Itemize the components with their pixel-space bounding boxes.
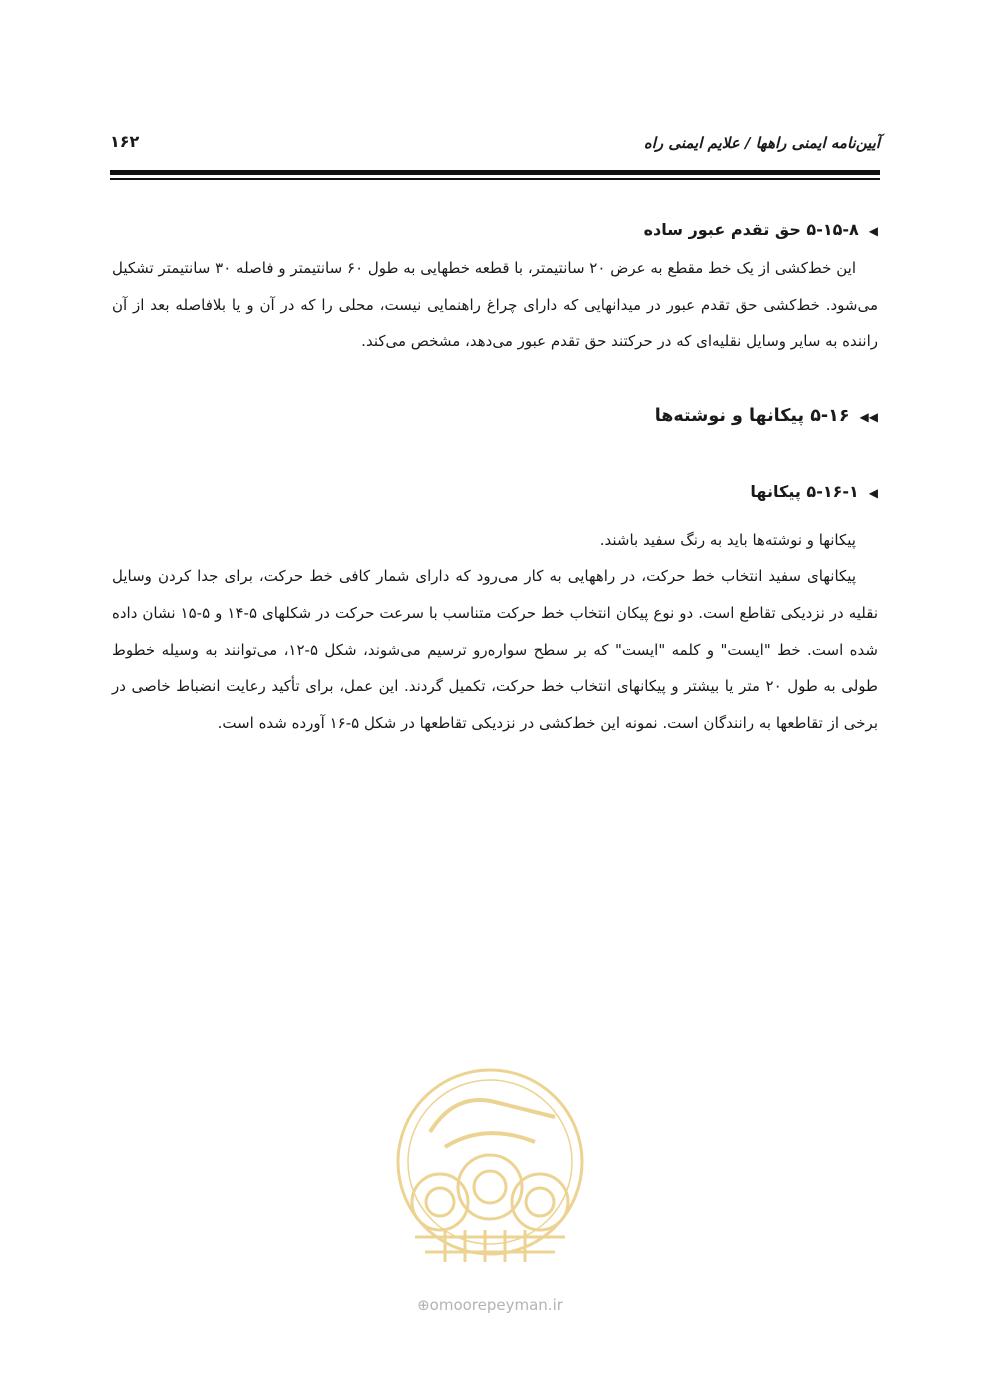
- section-paragraph: پیکانهای سفید انتخاب خط حرکت، در راههایی به کار می‌رود که دارای شمار کافی خط حرکت، برای جدا کردن وسایل نقلیه در نزدیکی تقاطع است. دو نوع پیکان انتخاب خط حرکت متناسب با سرعت حرکت در شکلهای ۵-۱۴ و ۵-۱۵ نشان داده شده است. خط "ایست" و کلمه "ایست" که بر سطح سواره‌رو ترسیم می‌شوند، شکل ۵-۱۲، می‌توانند به وسیله خطوط طولی به طول ۲۰ متر یا بیشتر و پیکانهای انتخاب خط حرکت، تکمیل گردند. این عمل، برای تأکید رعایت انضباط خاصی در برخی از تقاطعها به رانندگان است. نمونه این خط‌کشی در نزدیکی تقاطعها در شکل ۵-۱۶ آورده شده است.: [112, 567, 878, 732]
- section-heading-5-16: [112, 394, 878, 438]
- globe-icon: ⊕: [417, 1296, 430, 1314]
- section-heading-5-16-1: [112, 472, 878, 512]
- bullet-triangle-icon: ◀: [868, 224, 878, 238]
- section-heading-text: ۵-۱۶-۱ پیکانها: [750, 481, 859, 501]
- double-bullet-triangle-icon: ◀◀: [859, 409, 878, 424]
- running-header: [110, 126, 880, 166]
- header-rule-thin: [110, 178, 880, 180]
- header-title: آیین‌نامه ایمنی راهها / علایم ایمنی راه: [643, 134, 880, 152]
- watermark-website: [390, 1296, 590, 1314]
- page-body: [112, 210, 878, 741]
- section-paragraph: پیکانها و نوشته‌ها باید به رنگ سفید باشند.: [599, 530, 856, 549]
- header-rule-thick: [110, 170, 880, 175]
- website-text: omoorepeyman.ir: [429, 1296, 563, 1314]
- section-heading-text: ۵-۱۵-۸ حق تقدم عبور ساده: [643, 220, 859, 239]
- section-heading-5-15-8: [112, 210, 878, 250]
- bullet-triangle-icon: ◀: [868, 485, 878, 500]
- section-heading-text: ۵-۱۶ پیکانها و نوشته‌ها: [654, 405, 850, 426]
- section-paragraph: این خط‌کشی از یک خط مقطع به عرض ۲۰ سانتیمتر، با قطعه خطهایی به طول ۶۰ سانتیمتر و فاصله ۳۰ سانتیمتر تشکیل می‌شود. خط‌کشی حق تقدم عبور در میدانهایی که دارای چراغ راهنمایی نیست، محلی را که در آن و یا بلافاصله بعد از آن راننده به سایر وسایل نقلیه‌ای که در حرکتند حق تقدم عبور می‌دهد، مشخص می‌کند.: [112, 259, 878, 351]
- page-number: ۱۶۲: [110, 132, 140, 151]
- watermark-logo: [385, 1062, 595, 1272]
